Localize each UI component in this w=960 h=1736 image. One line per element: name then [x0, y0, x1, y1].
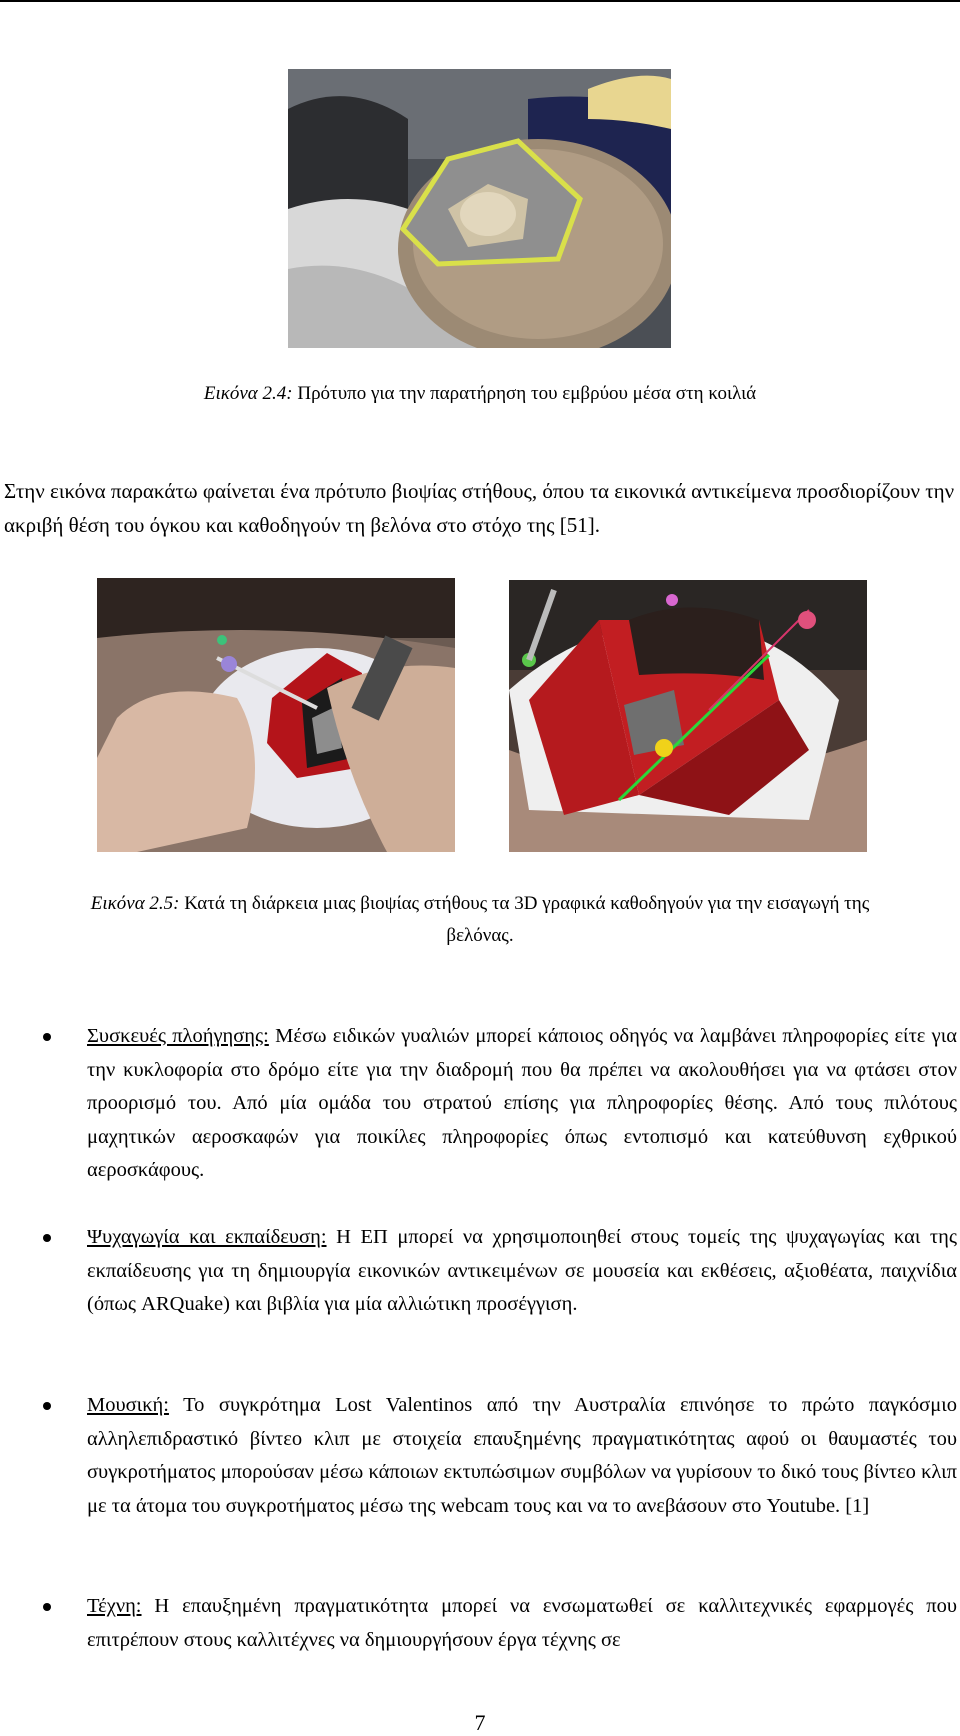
list-item-text	[87, 1020, 957, 1188]
figure-2-4-caption	[0, 378, 960, 410]
page-number: 7	[474, 1710, 486, 1735]
list-item-text	[87, 1221, 957, 1322]
figure-2-5-caption	[0, 888, 960, 952]
top-rule	[0, 0, 960, 2]
list-item-body: Η ΕΠ μπορεί να χρησιμοποιηθεί στους τομείς της ψυχαγωγίας και της εκπαίδευσης για τη δημιουργία εικονικών αντικειμένων σε μουσεία και εκθέσεις, αξιοθέατα, παιχνίδια (όπως ARQuake) και βιβλία για μία αλλιώτικη προσέγγιση.	[87, 1226, 957, 1315]
figure-biopsy-hands-photo	[97, 578, 455, 852]
bullet-icon	[43, 1234, 51, 1242]
bullet-icon	[43, 1033, 51, 1041]
list-item-body: Μέσω ειδικών γυαλιών μπορεί κάποιος οδηγός να λαμβάνει πληροφορίες είτε για την κυκλοφορία στο δρόμο είτε για την διαδρομή που θα πρέπει να ακολουθήσει για να φτάσει στον προορισμό του. Από μία ομάδα του στρατού επίσης για πληροφορίες θέσης. Από τους πιλότους μαχητικών αεροσκαφών για ποικίλες πληροφορίες όπως εντοπισμό και κατεύθυνση εχθρικού αεροσκάφους.	[87, 1025, 957, 1181]
intro-paragraph-text: Στην εικόνα παρακάτω φαίνεται ένα πρότυπο βιοψίας στήθους, όπου τα εικονικά αντικείμενα προσδιορίζουν την ακριβή θέση του όγκου και καθοδηγούν τη βελόνα στο στόχο της [51].	[4, 479, 955, 537]
figure-caption-text: Κατά τη διάρκεια μιας βιοψίας στήθους τα 3D γραφικά καθοδηγούν για την εισαγωγή της	[179, 893, 870, 914]
figure-fetus-photo	[288, 69, 671, 348]
figure-label: Εικόνα 2.5:	[90, 893, 180, 914]
figure-caption-text: Πρότυπο για την παρατήρηση του εμβρύου μέσα στη κοιλιά	[292, 383, 757, 404]
figure-caption-text: βελόνας.	[446, 925, 514, 946]
list-item-term: Τέχνη:	[87, 1595, 142, 1617]
figure-biopsy-3d-photo	[509, 580, 867, 852]
list-item-body: Το συγκρότημα Lost Valentinos από την Αυστραλία επινόησε το πρώτο παγκόσμιο αλληλεπιδραστικό βίντεο κλιπ με στοιχεία επαυξημένης πραγματικότητας αφού οι θαυμαστές του συγκροτήματος μπορούσαν μέσω κάποιων εκτυπώσιμων συμβόλων να γυρίσουν το δικό τους βίντεο κλιπ με τα άτομα του συγκροτήματος μέσω της webcam τους και να το ανεβάσουν στο Youtube. [1]	[87, 1394, 957, 1517]
figure-label: Εικόνα 2.4:	[203, 383, 293, 404]
list-item-term: Συσκευές πλοήγησης:	[87, 1025, 269, 1047]
list-item-text	[87, 1389, 957, 1523]
list-item-term: Ψυχαγωγία και εκπαίδευση:	[87, 1226, 327, 1248]
list-item-text	[87, 1590, 957, 1657]
list-item-body: Η επαυξημένη πραγματικότητα μπορεί να ενσωματωθεί σε καλλιτεχνικές εφαρμογές που επιτρέπουν στους καλλιτέχνες να δημιουργήσουν έργα τέχνης σε	[87, 1595, 957, 1651]
bullet-icon	[43, 1402, 51, 1410]
intro-paragraph	[4, 474, 958, 542]
bullet-icon	[43, 1603, 51, 1611]
list-item-term: Μουσική:	[87, 1394, 169, 1416]
